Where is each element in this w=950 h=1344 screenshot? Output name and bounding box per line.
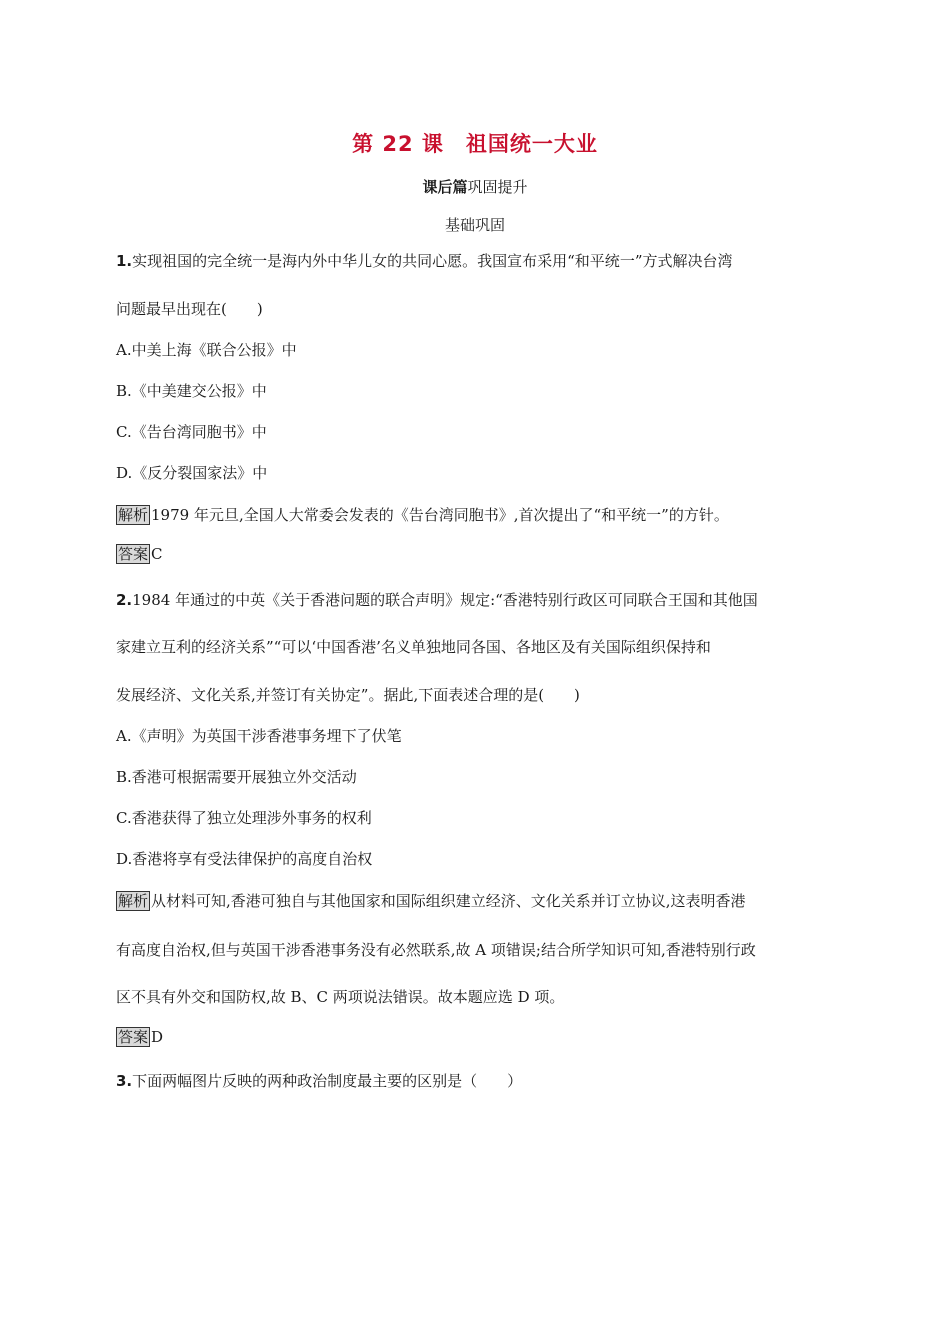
question-1-option-c: C.《告台湾同胞书》中 <box>116 423 267 441</box>
question-2-option-c: C.香港获得了独立处理涉外事务的权利 <box>116 809 372 827</box>
answer-label: 答案 <box>118 1028 149 1046</box>
subtitle-normal: 巩固提升 <box>467 178 528 196</box>
question-2-stem-line-1: 2.1984 年通过的中英《关于香港问题的联合声明》规定:“香港特别行政区可同联合王国和其他国 <box>116 591 758 609</box>
analysis-label: 解析 <box>118 506 149 524</box>
question-2-stem-line-3: 发展经济、文化关系,并签订有关协定”。据此,下面表述合理的是( ) <box>116 686 580 704</box>
question-2-stem-line-2: 家建立互利的经济关系”“可以‘中国香港’名义单独地同各国、各地区及有关国际组织保持和 <box>116 638 711 656</box>
question-2-option-a: A.《声明》为英国干涉香港事务埋下了伏笔 <box>116 727 402 745</box>
answer-label: 答案 <box>118 545 149 563</box>
question-number: 3. <box>116 1072 133 1090</box>
analysis-label: 解析 <box>118 892 149 910</box>
question-1-analysis: 解析 1979 年元旦,全国人大常委会发表的《告台湾同胞书》,首次提出了“和平统一”的方针。 <box>118 506 729 524</box>
question-1-option-a: A.中美上海《联合公报》中 <box>116 341 297 359</box>
question-1-answer: 答案 C <box>118 545 163 563</box>
question-number: 2. <box>116 591 133 609</box>
question-1-option-b: B.《中美建交公报》中 <box>116 382 267 400</box>
question-2-analysis-line-1: 解析 从材料可知,香港可独自与其他国家和国际组织建立经济、文化关系并订立协议,这表明香港 <box>118 892 746 910</box>
page-subtitle <box>0 176 950 197</box>
question-3-stem-line-1: 3.下面两幅图片反映的两种政治制度最主要的区别是（ ） <box>116 1072 523 1090</box>
question-1-stem-line-1: 1.实现祖国的完全统一是海内外中华儿女的共同心愿。我国宣布采用“和平统一”方式解决台湾 <box>116 252 733 270</box>
question-2-answer: 答案 D <box>118 1028 164 1046</box>
question-1-option-d: D.《反分裂国家法》中 <box>116 464 268 482</box>
page-title: 第 22 课 祖国统一大业 <box>352 132 598 156</box>
section-heading: 基础巩固 <box>444 216 505 234</box>
question-2-option-d: D.香港将享有受法律保护的高度自治权 <box>116 850 373 868</box>
question-2-analysis-line-3: 区不具有外交和国防权,故 B、C 两项说法错误。故本题应选 D 项。 <box>116 988 565 1006</box>
question-2-option-b: B.香港可根据需要开展独立外交活动 <box>116 768 357 786</box>
question-2-analysis-line-2: 有高度自治权,但与英国干涉香港事务没有必然联系,故 A 项错误;结合所学知识可知,香港特别行政 <box>116 941 756 959</box>
question-1-stem-line-2: 问题最早出现在( ) <box>116 300 263 318</box>
question-number: 1. <box>116 252 133 270</box>
subtitle-bold: 课后篇 <box>422 178 468 196</box>
